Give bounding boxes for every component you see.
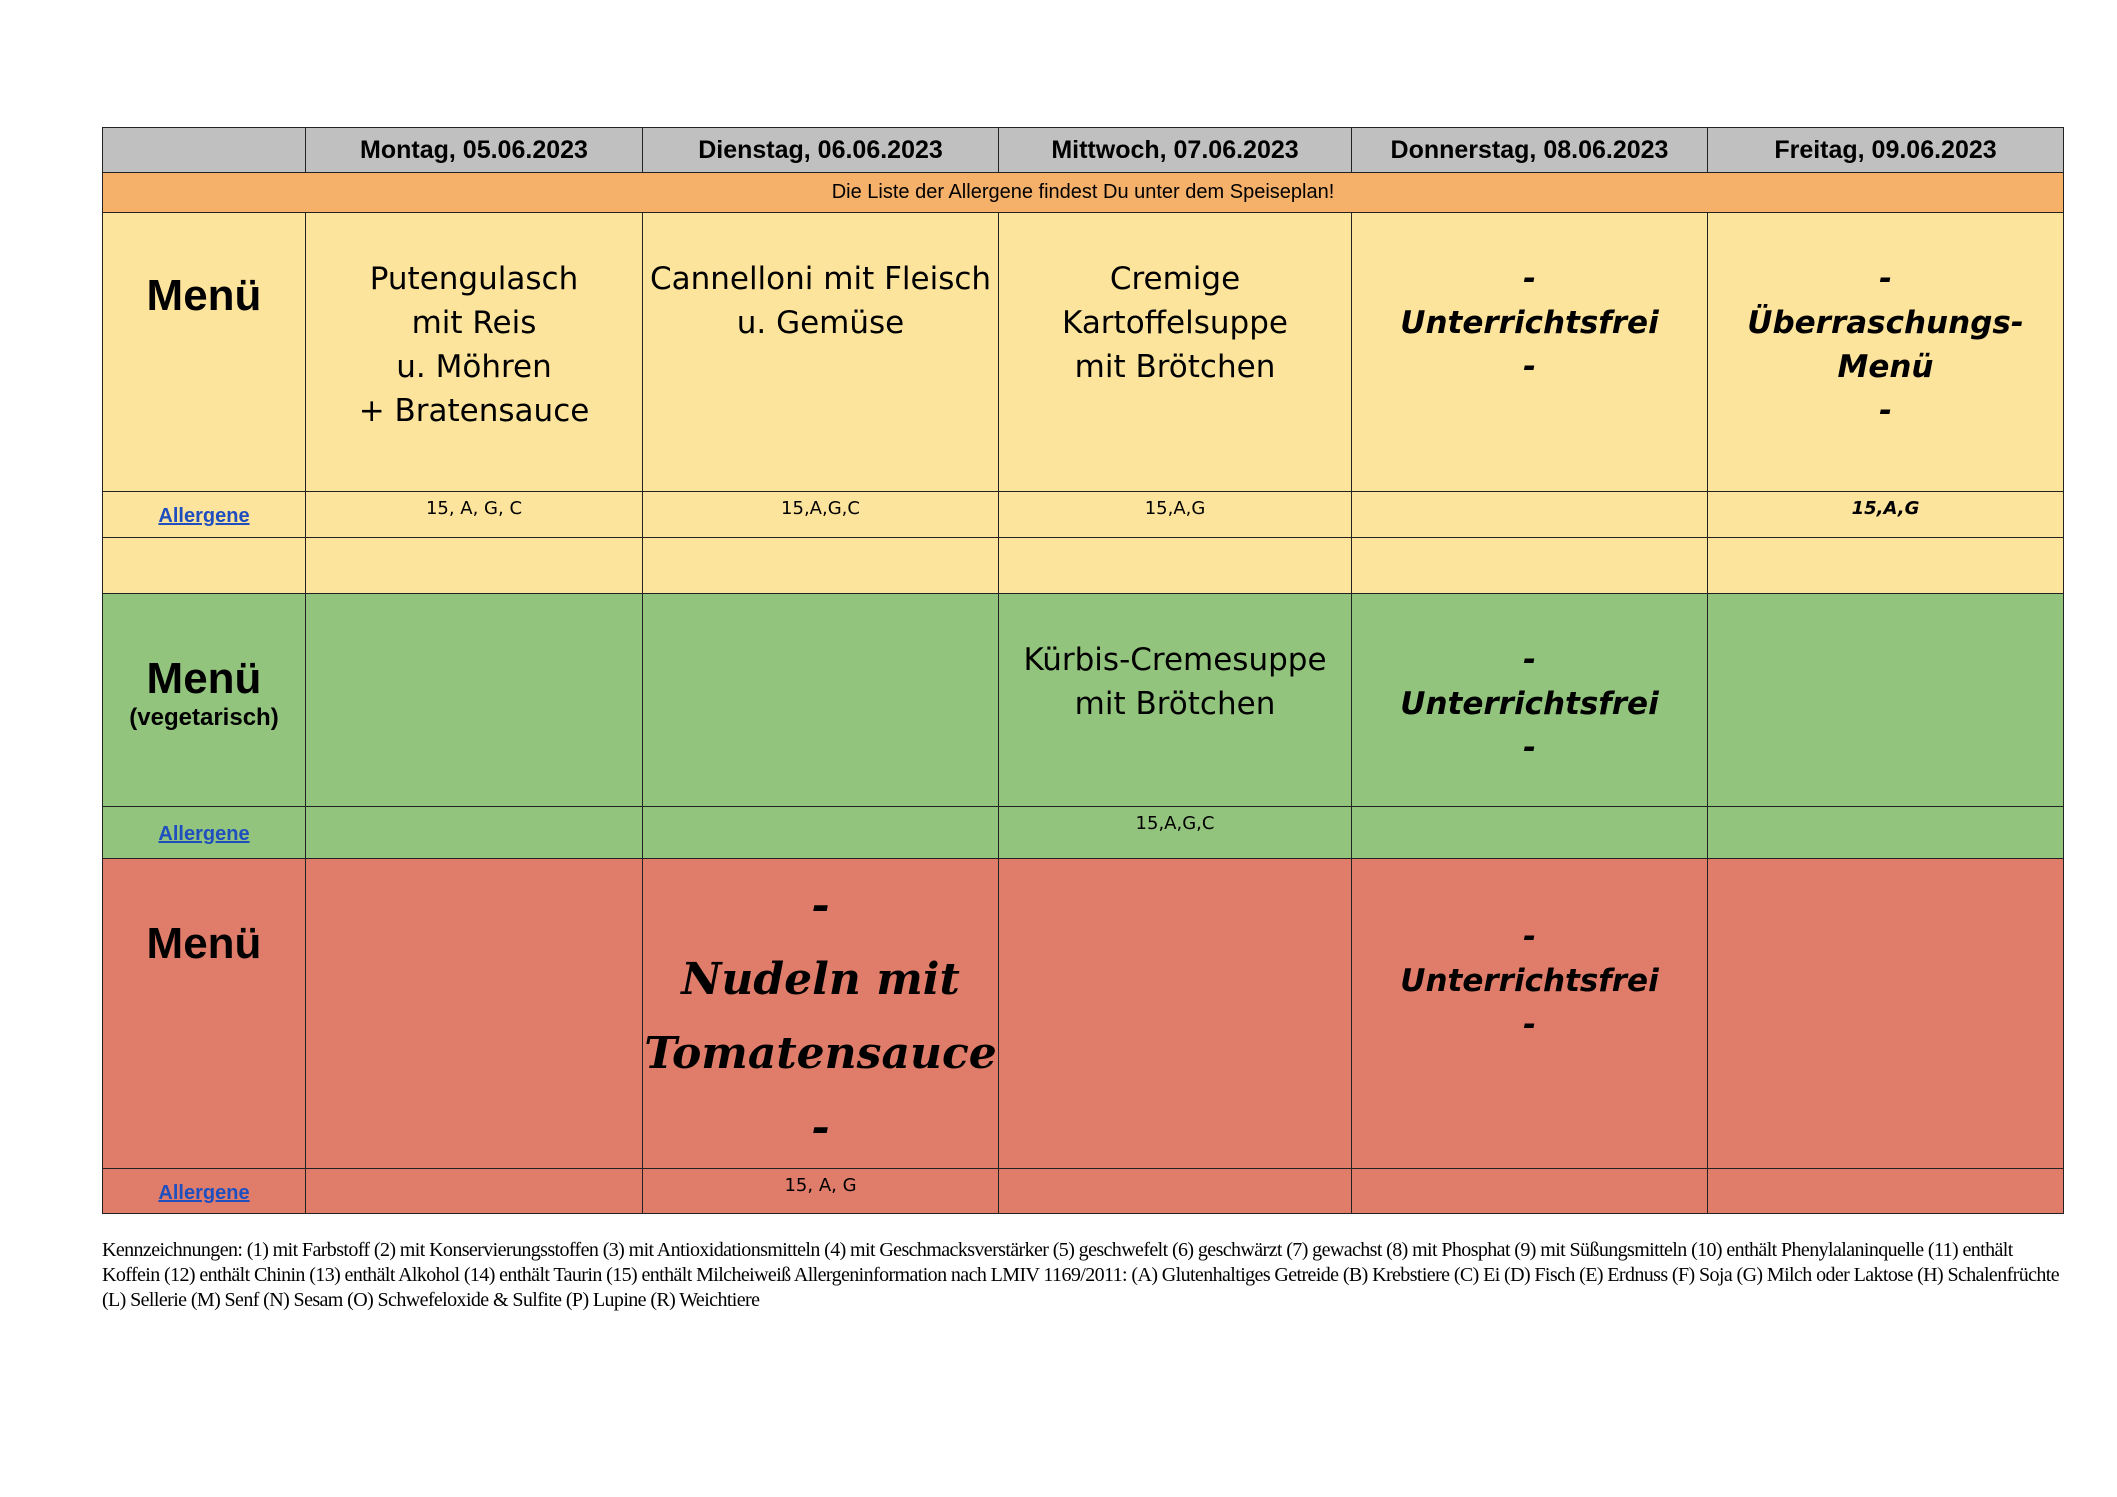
day-header: Freitag, 09.06.2023 xyxy=(1708,128,2064,173)
day-header: Montag, 05.06.2023 xyxy=(306,128,643,173)
dish-line: - xyxy=(1879,393,1892,429)
empty-cell xyxy=(1708,538,2064,594)
allergen-codes: 15,A,G xyxy=(999,492,1352,538)
dish-line: mit Brötchen xyxy=(1074,349,1276,385)
dish-line: + Bratensauce xyxy=(358,393,590,429)
dish-line: u. Möhren xyxy=(396,349,552,385)
dish-line: Überraschungs- xyxy=(1747,305,2024,341)
dish-line: - xyxy=(1523,730,1536,766)
dish-line: Putengulasch xyxy=(369,261,579,297)
menu2-dish xyxy=(1708,594,2064,807)
menu-plan-table xyxy=(102,127,2064,1214)
allergen-link[interactable]: Allergene xyxy=(103,492,306,538)
dish-line: Cannelloni mit Fleisch xyxy=(649,261,992,297)
allergen-codes: 15, A, G, C xyxy=(306,492,643,538)
allergen-codes xyxy=(1708,807,2064,859)
allergen-codes: 15,A,G,C xyxy=(999,807,1352,859)
menu3-dish xyxy=(1708,859,2064,1169)
empty-cell xyxy=(103,538,306,594)
dish-line: Menü xyxy=(1837,349,1934,385)
day-header: Donnerstag, 08.06.2023 xyxy=(1352,128,1708,173)
allergen-notice: Die Liste der Allergene findest Du unter dem Speiseplan! xyxy=(103,173,2064,213)
allergen-codes xyxy=(1352,807,1708,859)
empty-cell xyxy=(1352,538,1708,594)
corner-cell xyxy=(103,128,306,173)
menu3-dish xyxy=(1352,859,1708,1169)
menu3-dish xyxy=(306,859,643,1169)
menu1-dish xyxy=(1708,213,2064,492)
menu2-sublabel: (vegetarisch) xyxy=(129,704,279,731)
header-row xyxy=(103,128,2064,173)
allergen-codes xyxy=(306,1169,643,1214)
menu1-row xyxy=(103,213,2064,492)
allergen-codes xyxy=(306,807,643,859)
day-header: Mittwoch, 07.06.2023 xyxy=(999,128,1352,173)
dish-line: Kartoffelsuppe xyxy=(1062,305,1288,341)
menu2-dish xyxy=(306,594,643,807)
empty-cell xyxy=(999,538,1352,594)
dish-line: - xyxy=(1523,642,1536,678)
dish-line: - xyxy=(1523,261,1536,297)
dish-line: mit Brötchen xyxy=(1074,686,1276,722)
allergen-codes: 15,A,G,C xyxy=(643,492,999,538)
menu2-row xyxy=(103,594,2064,807)
empty-cell xyxy=(643,538,999,594)
menu3-row xyxy=(103,859,2064,1169)
dish-line: mit Reis xyxy=(411,305,537,341)
menu3-label: Menü xyxy=(103,859,306,1169)
allergen-codes xyxy=(1352,1169,1708,1214)
allergen-codes xyxy=(1352,492,1708,538)
menu1-dish xyxy=(1352,213,1708,492)
allergen-codes: 15, A, G xyxy=(643,1169,999,1214)
menu2-title: Menü xyxy=(146,654,262,703)
dish-line: Unterrichtsfrei xyxy=(1400,686,1659,722)
menu2-dish xyxy=(643,594,999,807)
dish-line: - xyxy=(1523,349,1536,385)
menu1-dish xyxy=(306,213,643,492)
day-header: Dienstag, 06.06.2023 xyxy=(643,128,999,173)
menu2-dish xyxy=(999,594,1352,807)
allergen-footnote: Kennzeichnungen: (1) mit Farbstoff (2) mit Konservierungsstoffen (3) mit Antioxidationsmitteln (4) mit Geschmacksverstärker (5) geschwefelt (6) geschwärzt (7) gewachst (8) mit Phosphat (9) mit Süßungsmitteln (10) enthält Phenylalaninquelle (11) enthält Koffein (12) enthält Chinin (13) enthält Alkohol (14) enthält Taurin (15) enthält Milcheiweiß Allergeninformation nach LMIV 1169/2011: (A) Glutenhaltiges Getreide (B) Krebstiere (C) Ei (D) Fisch (E) Erdnuss (F) Soja (G) Milch oder Laktose (H) Schalenfrüchte (L) Sellerie (M) Senf (N) Sesam (O) Schwefeloxide & Sulfite (P) Lupine (R) Weichtiere xyxy=(102,1239,2060,1311)
empty-cell xyxy=(306,538,643,594)
allergen-codes xyxy=(1708,1169,2064,1214)
dish-line: Nudeln mit xyxy=(681,954,960,1005)
menu1-dish xyxy=(643,213,999,492)
dish-line: u. Gemüse xyxy=(736,305,905,341)
allergen-codes xyxy=(999,1169,1352,1214)
allergen-link[interactable]: Allergene xyxy=(103,1169,306,1214)
dish-line: Kürbis-Cremesuppe xyxy=(1023,642,1327,678)
dish-line: Unterrichtsfrei xyxy=(1400,963,1659,999)
dish-line: - xyxy=(811,880,830,931)
dish-line: Unterrichtsfrei xyxy=(1400,305,1659,341)
menu2-dish xyxy=(1352,594,1708,807)
menu3-dish xyxy=(999,859,1352,1169)
menu2-label xyxy=(103,594,306,807)
dish-line: - xyxy=(1523,919,1536,955)
dish-line: - xyxy=(1523,1007,1536,1043)
menu3-dish xyxy=(643,859,999,1169)
dish-line: Cremige xyxy=(1109,261,1241,297)
dish-line: Tomatensauce xyxy=(644,1028,997,1079)
allergen-codes xyxy=(643,807,999,859)
menu1-label: Menü xyxy=(103,213,306,492)
menu1-dish xyxy=(999,213,1352,492)
dish-line: - xyxy=(811,1102,830,1153)
allergen-codes: 15,A,G xyxy=(1708,492,2064,538)
allergen-link[interactable]: Allergene xyxy=(103,807,306,859)
dish-line: - xyxy=(1879,261,1892,297)
